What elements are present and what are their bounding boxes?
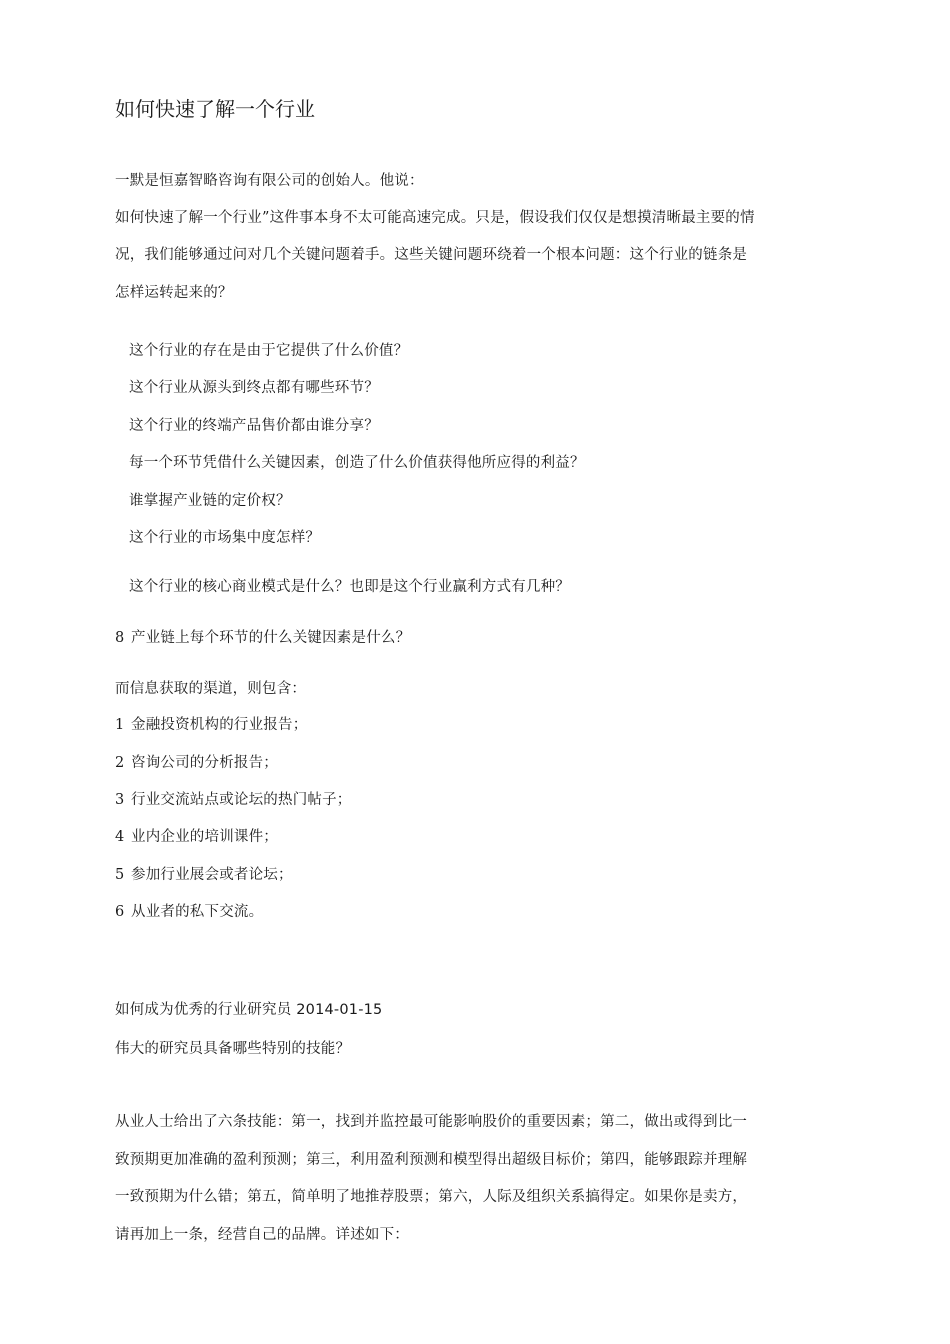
- channels-heading: 而信息获取的渠道，则包含：: [115, 681, 307, 697]
- section-paragraph-line: 致预期更加准确的盈利预测；第三，利用盈利预测和模型得出超级目标价；第四，能够跟踪并理解: [115, 1152, 748, 1168]
- list-item: [115, 577, 570, 597]
- list-item-text: 咨询公司的分析报告；: [131, 755, 278, 771]
- list-item: [115, 378, 381, 399]
- list-item-text: 这个行业的核心商业模式是什么？也即是这个行业赢利方式有几种？: [129, 579, 570, 595]
- section-heading: [115, 1000, 383, 1020]
- list-item: [115, 453, 587, 474]
- list-item: [115, 865, 293, 885]
- intro-paragraph-line: 如何快速了解一个行业”这件事本身不太可能高速完成。只是，假设我们仅仅是想摸清晰最主要的情: [115, 210, 755, 226]
- list-item-text: 行业交流站点或论坛的热门帖子；: [131, 792, 352, 808]
- section-paragraph-line: 一致预期为什么错；第五，简单明了地推荐股票；第六，人际及组织关系搞得定。如果你是卖方，: [115, 1189, 748, 1205]
- list-item: [115, 416, 381, 437]
- list-item-text: 这个行业的终端产品售价都由谁分享？: [129, 418, 379, 434]
- list-number: 6: [115, 904, 125, 920]
- list-item: [115, 790, 352, 810]
- list-item-text: 每一个环节凭借什么关键因素，创造了什么价值获得他所应得的利益？: [129, 455, 585, 471]
- list-item: [115, 753, 278, 773]
- intro-line: 一默是恒嘉智略咨询有限公司的创始人。他说：: [115, 173, 424, 189]
- list-number: 2: [115, 755, 125, 771]
- list-item: [115, 827, 278, 847]
- list-item: [115, 491, 293, 512]
- list-item: [115, 528, 320, 548]
- intro-paragraph-line: 怎样运转起来的？: [115, 285, 233, 301]
- section-heading-text: 如何成为优秀的行业研究员: [115, 1002, 292, 1018]
- list-number: 4: [115, 829, 125, 845]
- section-subheading: 伟大的研究员具备哪些特别的技能？: [115, 1041, 351, 1057]
- list-item: [115, 628, 410, 648]
- list-number: 5: [115, 867, 125, 883]
- list-item-text: 业内企业的培训课件；: [131, 829, 278, 845]
- list-item: [115, 341, 410, 362]
- list-item-text: 参加行业展会或者论坛；: [131, 867, 293, 883]
- section-heading-date: 2014-01-15: [296, 1002, 383, 1018]
- list-item-text: 谁掌握产业链的定价权？: [129, 493, 291, 509]
- list-item-text: 这个行业从源头到终点都有哪些环节？: [129, 380, 379, 396]
- page-title: 如何快速了解一个行业: [115, 97, 315, 121]
- list-item-text: 产业链上每个环节的什么关键因素是什么？: [131, 630, 411, 646]
- list-number: 3: [115, 792, 125, 808]
- list-item-text: 这个行业的存在是由于它提供了什么价值？: [129, 343, 409, 359]
- list-item: [115, 715, 307, 735]
- list-item-text: 从业者的私下交流。: [131, 904, 264, 920]
- section-paragraph-line: 从业人士给出了六条技能：第一，找到并监控最可能影响股价的重要因素；第二，做出或得到比一: [115, 1114, 748, 1130]
- list-item-text: 金融投资机构的行业报告；: [131, 717, 308, 733]
- list-item-text: 这个行业的市场集中度怎样？: [129, 530, 321, 546]
- list-number: 8: [115, 630, 125, 646]
- section-paragraph-line: 请再加上一条，经营自己的品牌。详述如下：: [115, 1227, 409, 1243]
- list-item: [115, 902, 263, 922]
- list-number: 1: [115, 717, 125, 733]
- intro-paragraph-line: 况，我们能够通过问对几个关键问题着手。这些关键问题环绕着一个根本问题：这个行业的链条是: [115, 247, 748, 263]
